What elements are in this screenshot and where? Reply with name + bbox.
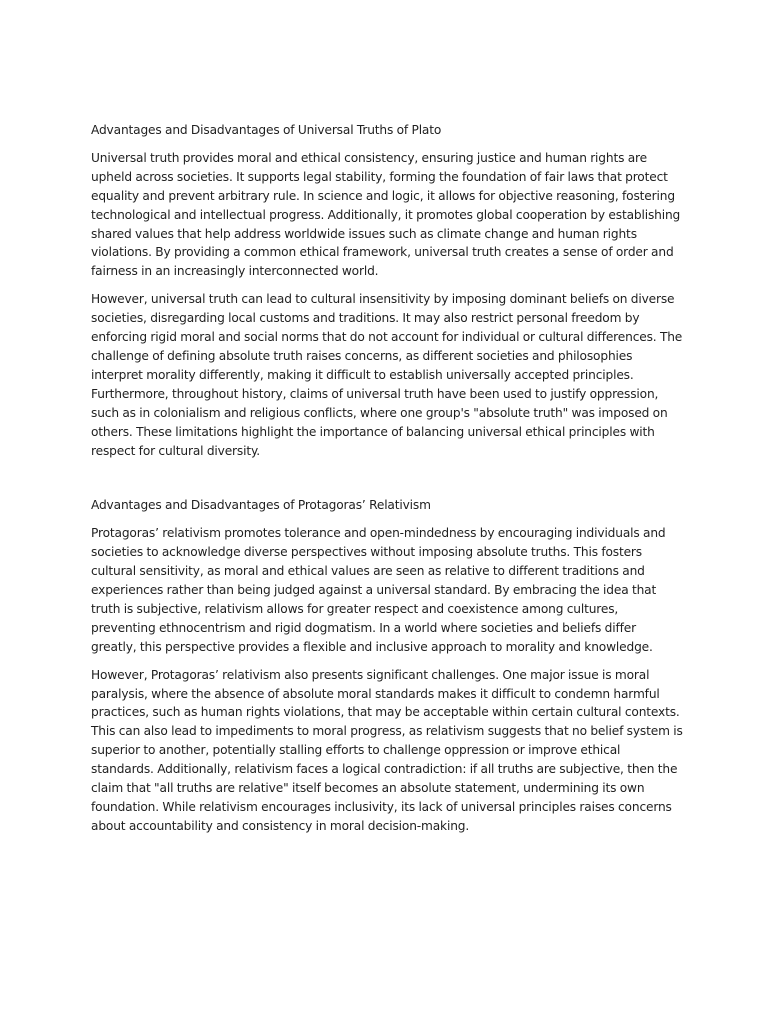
- paragraph: Protagoras’ relativism promotes tolerance and open-mindedness by encouraging individuals and societies to acknowledge diverse perspectives without imposing absolute truths. This fosters cultural sensitivity, as moral and ethical values are seen as relative to different traditions and experiences rather than being judged against a universal standard. By embracing the idea that truth is subjective, relativism allows for greater respect and coexistence among cultures, preventing ethnocentrism and rigid dogmatism. In a world where societies and beliefs differ greatly, this perspective provides a flexible and inclusive approach to morality and knowledge.: [91, 526, 666, 654]
- document-body: [91, 121, 683, 845]
- paragraph: However, Protagoras’ relativism also presents significant challenges. One major issue is moral paralysis, where the absence of absolute moral standards makes it difficult to condemn harmful practices, such as human rights violations, that may be acceptable within certain cultural contexts. This can also lead to impediments to moral progress, as relativism suggests that no belief system is superior to another, potentially stalling efforts to challenge oppression or improve ethical standards. Additionally, relativism faces a logical contradiction: if all truths are subjective, then the claim that "all truths are relative" itself becomes an absolute statement, undermining its own foundation. While relativism encourages inclusivity, its lack of universal principles raises concerns about accountability and consistency in moral decision-making.: [91, 667, 683, 833]
- paragraph: However, universal truth can lead to cultural insensitivity by imposing dominant beliefs on diverse societies, disregarding local customs and traditions. It may also restrict personal freedom by enforcing rigid moral and social norms that do not account for individual or cultural differences. The challenge of defining absolute truth raises concerns, as different societies and philosophies interpret morality differently, making it difficult to establish universally accepted principles. Furthermore, throughout history, claims of universal truth have been used to justify oppression, such as in colonialism and religious conflicts, where one group's "absolute truth" was imposed on others. These limitations highlight the importance of balancing universal ethical principles with respect for cultural diversity.: [91, 292, 683, 458]
- section-heading: Advantages and Disadvantages of Universal Truths of Plato: [91, 123, 442, 137]
- section-plato: [91, 121, 683, 460]
- paragraph: Universal truth provides moral and ethical consistency, ensuring justice and human rights are upheld across societies. It supports legal stability, forming the foundation of fair laws that protect equality and prevent arbitrary rule. In science and logic, it allows for objective reasoning, fostering technological and intellectual progress. Additionally, it promotes global cooperation by establishing shared values that help address worldwide issues such as climate change and human rights violations. By providing a common ethical framework, universal truth creates a sense of order and fairness in an increasingly interconnected world.: [91, 150, 681, 279]
- section-protagoras: [91, 496, 683, 835]
- section-heading: Advantages and Disadvantages of Protagoras’ Relativism: [91, 498, 431, 513]
